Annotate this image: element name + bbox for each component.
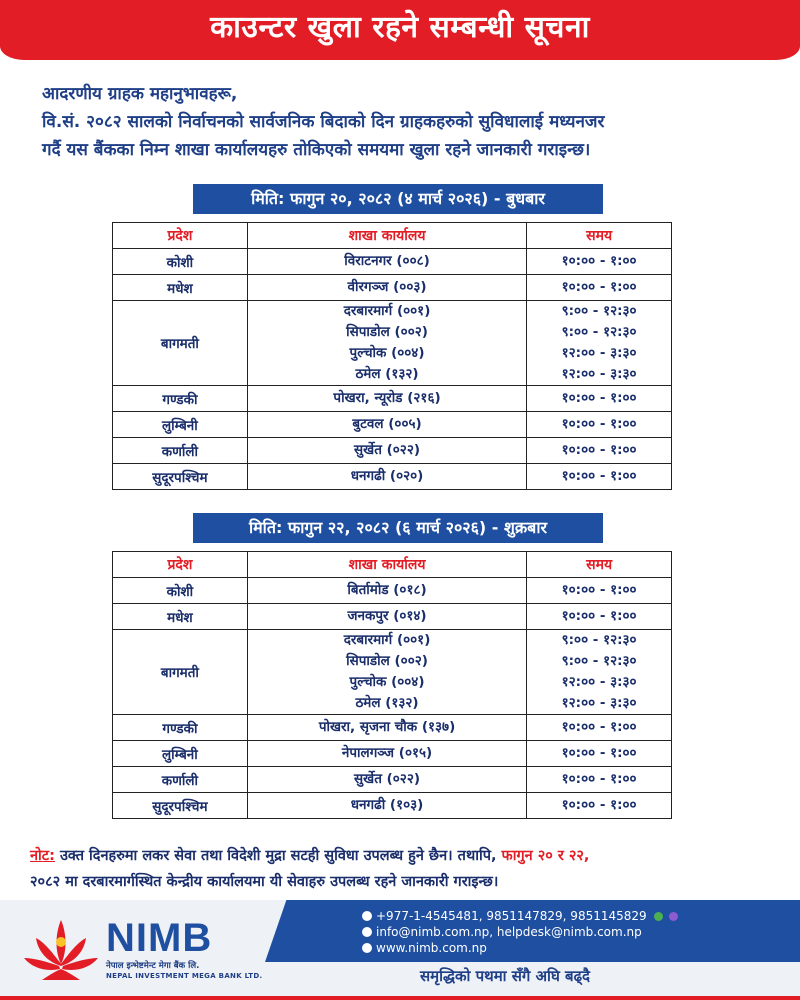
time-cell <box>527 715 672 741</box>
branch-name: दरबारमार्ग (००१) <box>343 632 431 648</box>
branch-cell <box>247 438 526 464</box>
bank-logo-text: NIMB <box>106 916 213 960</box>
table-row <box>113 741 672 767</box>
bank-name-english: NEPAL INVESTMENT MEGA BANK LTD. <box>106 972 263 980</box>
branch-cell <box>247 275 526 301</box>
province-cell: सुदूरपश्चिम <box>113 793 248 819</box>
time-value: १०:०० - १:०० <box>561 416 637 432</box>
time-value: १२:०० - ३:३० <box>561 345 637 361</box>
table-row <box>113 438 672 464</box>
table-row <box>113 793 672 819</box>
province-cell: कोशी <box>113 249 248 275</box>
province-cell: बागमती <box>113 301 248 386</box>
province-cell: मधेश <box>113 275 248 301</box>
province-cell: मधेश <box>113 604 248 630</box>
province-cell: कोशी <box>113 578 248 604</box>
branch-cell <box>247 301 526 386</box>
schedule-table-2 <box>112 551 672 819</box>
phone-numbers: +977-1-4545481, 9851147829, 9851145829 <box>376 909 647 923</box>
table-header-row <box>113 552 672 578</box>
time-value: १२:०० - ३:३० <box>561 366 637 382</box>
schedule-table-1 <box>112 222 672 490</box>
table-row <box>113 578 672 604</box>
time-value: ९:०० - १२:३० <box>561 632 637 648</box>
time-cell <box>527 630 672 715</box>
province-cell: बागमती <box>113 630 248 715</box>
table-row <box>113 767 672 793</box>
branch-name: वीरगञ्ज (००३) <box>347 279 427 295</box>
branch-cell <box>247 604 526 630</box>
notice-title: काउन्टर खुला रहने सम्बन्धी सूचना <box>210 10 590 45</box>
website-link[interactable]: www.nimb.com.np <box>376 941 487 955</box>
time-cell <box>527 275 672 301</box>
time-cell <box>527 249 672 275</box>
footer-red-strip <box>0 996 800 1000</box>
intro-paragraph <box>42 80 782 164</box>
branch-name: धनगढी (१०३) <box>350 797 424 813</box>
note-text: २०८२ मा दरबारमार्गस्थित केन्द्रीय कार्यालयमा यी सेवाहरु उपलब्ध रहने जानकारी गराइन्छ। <box>30 874 499 890</box>
time-value: १०:०० - १:०० <box>561 442 637 458</box>
table-row <box>113 630 672 715</box>
viber-icon <box>669 912 678 921</box>
branch-name: धनगढी (०२०) <box>350 468 424 484</box>
footer <box>0 900 800 1000</box>
header-province: प्रदेश <box>113 223 248 249</box>
time-value: १२:०० - ३:३० <box>561 674 637 690</box>
time-value: १०:०० - १:०० <box>561 719 637 735</box>
whatsapp-icon <box>654 912 663 921</box>
time-value: १०:०० - १:०० <box>561 390 637 406</box>
header-province: प्रदेश <box>113 552 248 578</box>
branch-name: सिपाडोल (००२) <box>346 653 428 669</box>
time-value: ९:०० - १२:३० <box>561 653 637 669</box>
email-row <box>362 924 782 940</box>
contact-info <box>362 908 782 956</box>
schedule-date-2: मिति: फागुन २२, २०८२ (६ मार्च २०२६) - शुक्रबार <box>193 513 603 543</box>
note-highlight: फागुन २० र २२, <box>501 848 590 864</box>
branch-name: दरबारमार्ग (००१) <box>343 303 431 319</box>
branch-name: ठमेल (१३२) <box>355 366 419 382</box>
time-cell <box>527 464 672 490</box>
time-cell <box>527 301 672 386</box>
time-value: १०:०० - १:०० <box>561 797 637 813</box>
table-header-row <box>113 223 672 249</box>
schedule-date-1: मिति: फागुन २०, २०८२ (४ मार्च २०२६) - बुधबार <box>193 184 603 214</box>
branch-name: सुर्खेत (०२२) <box>354 442 421 458</box>
branch-cell <box>247 578 526 604</box>
province-cell: लुम्बिनी <box>113 412 248 438</box>
branch-name: पुल्चोक (००४) <box>349 345 425 361</box>
time-value: ९:०० - १२:३० <box>561 303 637 319</box>
phone-row <box>362 908 782 924</box>
branch-cell <box>247 464 526 490</box>
table-row <box>113 715 672 741</box>
salutation: आदरणीय ग्राहक महानुभावहरू, <box>42 84 238 104</box>
province-cell: कर्णाली <box>113 767 248 793</box>
time-value: १०:०० - १:०० <box>561 279 637 295</box>
time-value: १०:०० - १:०० <box>561 608 637 624</box>
table-row <box>113 604 672 630</box>
email-icon <box>362 927 372 937</box>
table-row <box>113 412 672 438</box>
time-cell <box>527 793 672 819</box>
province-cell: गण्डकी <box>113 715 248 741</box>
note-label: नोट: <box>30 848 55 864</box>
time-value: ९:०० - १२:३० <box>561 324 637 340</box>
time-cell <box>527 578 672 604</box>
branch-name: सुर्खेत (०२२) <box>354 771 421 787</box>
branch-name: नेपालगञ्ज (०१५) <box>341 745 433 761</box>
table-row <box>113 464 672 490</box>
time-cell <box>527 604 672 630</box>
bank-tagline: समृद्धिको पथमा सँगै अघि बढ्दै <box>420 967 591 985</box>
header-time: समय <box>527 223 672 249</box>
branch-cell <box>247 386 526 412</box>
branch-cell <box>247 249 526 275</box>
branch-name: विराटनगर (००८) <box>344 253 430 269</box>
province-cell: कर्णाली <box>113 438 248 464</box>
phone-icon <box>362 911 372 921</box>
website-row <box>362 940 782 956</box>
time-value: १०:०० - १:०० <box>561 582 637 598</box>
lotus-logo-icon <box>22 912 100 982</box>
intro-line: गर्दै यस बैंकका निम्न शाखा कार्यालयहरु तोकिएको समयमा खुला रहने जानकारी गराइन्छ। <box>42 140 591 160</box>
branch-name: ठमेल (१३२) <box>355 695 419 711</box>
time-value: १०:०० - १:०० <box>561 468 637 484</box>
header-time: समय <box>527 552 672 578</box>
province-cell: सुदूरपश्चिम <box>113 464 248 490</box>
branch-cell <box>247 715 526 741</box>
branch-cell <box>247 767 526 793</box>
email-addresses[interactable]: info@nimb.com.np, helpdesk@nimb.com.np <box>376 925 642 939</box>
branch-cell <box>247 412 526 438</box>
branch-cell <box>247 630 526 715</box>
header-branch: शाखा कार्यालय <box>247 223 526 249</box>
table-row <box>113 386 672 412</box>
note-paragraph <box>30 843 785 895</box>
time-value: १२:०० - ३:३० <box>561 695 637 711</box>
time-cell <box>527 386 672 412</box>
time-value: १०:०० - १:०० <box>561 771 637 787</box>
branch-name: जनकपुर (०१४) <box>347 608 427 624</box>
intro-line: वि.सं. २०८२ सालको निर्वाचनको सार्वजनिक बिदाको दिन ग्राहकहरुको सुविधालाई मध्यनजर <box>42 112 605 132</box>
table-row <box>113 301 672 386</box>
branch-name: बुटवल (००५) <box>352 416 422 432</box>
branch-name: बिर्तामोड (०१८) <box>347 582 427 598</box>
time-cell <box>527 741 672 767</box>
table-row <box>113 249 672 275</box>
bank-name-nepali: नेपाल इन्भेष्टमेन्ट मेगा बैंक लि. <box>106 961 200 971</box>
branch-cell <box>247 793 526 819</box>
globe-icon <box>362 943 372 953</box>
time-cell <box>527 438 672 464</box>
time-value: १०:०० - १:०० <box>561 253 637 269</box>
branch-name: सिपाडोल (००२) <box>346 324 428 340</box>
province-cell: गण्डकी <box>113 386 248 412</box>
branch-name: पोखरा, सृजना चौक (१३७) <box>318 719 456 735</box>
time-cell <box>527 412 672 438</box>
note-text: उक्त दिनहरुमा लकर सेवा तथा विदेशी मुद्रा सटही सुविधा उपलब्ध हुने छैन। तथापि, <box>54 848 502 864</box>
time-cell <box>527 767 672 793</box>
time-value: १०:०० - १:०० <box>561 745 637 761</box>
branch-cell <box>247 741 526 767</box>
province-cell: लुम्बिनी <box>113 741 248 767</box>
header-branch: शाखा कार्यालय <box>247 552 526 578</box>
notice-banner <box>0 0 800 70</box>
table-row <box>113 275 672 301</box>
branch-name: पोखरा, न्यूरोड (२१६) <box>333 390 441 406</box>
branch-name: पुल्चोक (००४) <box>349 674 425 690</box>
